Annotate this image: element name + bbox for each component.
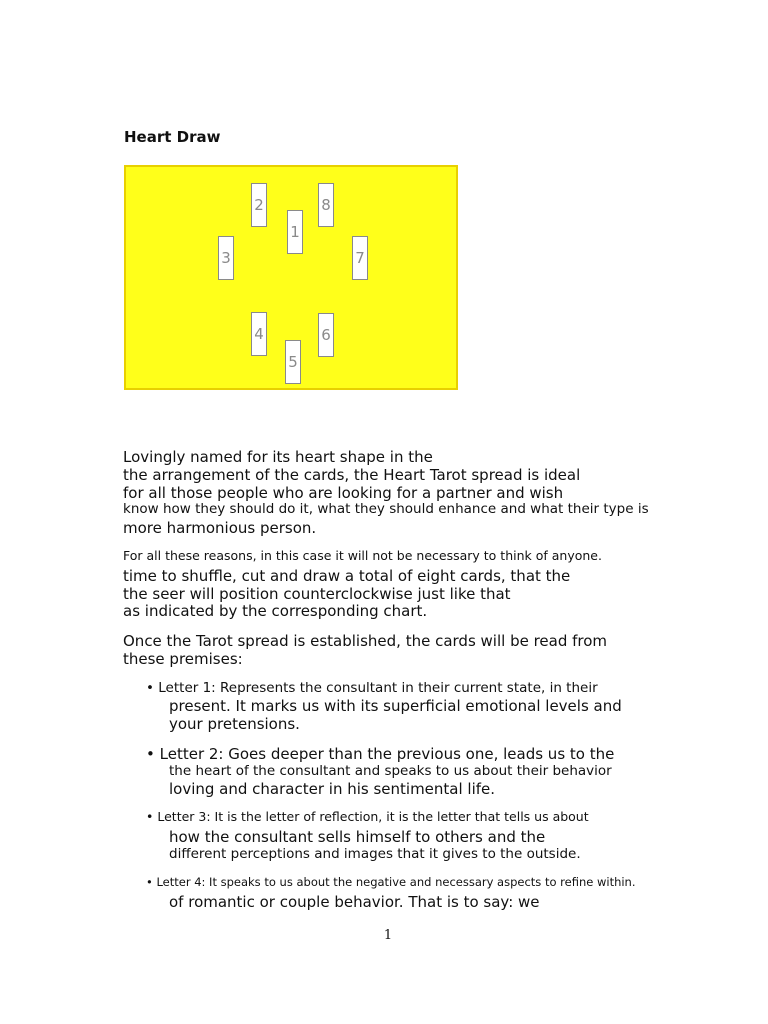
list-item-continuation: of romantic or couple behavior. That is to say: we: [169, 893, 540, 911]
tarot-card-4: 4: [251, 312, 267, 356]
list-item: [146, 809, 589, 824]
list-item-text: Letter 3: It is the letter of reflection, it is the letter that tells us about: [157, 809, 589, 824]
tarot-card-5: 5: [285, 340, 301, 384]
tarot-card-8: 8: [318, 183, 334, 227]
para3-line: these premises:: [123, 650, 243, 668]
para2-line: time to shuffle, cut and draw a total of eight cards, that the: [123, 567, 571, 585]
para3-line: Once the Tarot spread is established, the cards will be read from: [123, 632, 608, 650]
list-item: [146, 745, 614, 763]
intro-line: Lovingly named for its heart shape in the: [123, 448, 433, 466]
list-item-text: Letter 1: Represents the consultant in their current state, in their: [158, 680, 598, 696]
list-item-continuation: the heart of the consultant and speaks to us about their behavior: [169, 763, 612, 779]
list-item: [146, 680, 598, 696]
list-item-continuation: how the consultant sells himself to others and the: [169, 828, 546, 846]
intro-line: know how they should do it, what they should enhance and what their type is: [123, 501, 649, 517]
list-item-text: Letter 2: Goes deeper than the previous one, leads us to the: [159, 745, 615, 763]
list-item-continuation: loving and character in his sentimental life.: [169, 780, 496, 798]
bullet-marker: •: [146, 809, 154, 824]
list-item-text: Letter 4: It speaks to us about the negative and necessary aspects to refine within.: [156, 875, 636, 889]
bullet-marker: •: [146, 680, 154, 696]
heart-spread-diagram: [124, 165, 458, 390]
intro-line: the arrangement of the cards, the Heart Tarot spread is ideal: [123, 466, 581, 484]
tarot-card-6: 6: [318, 313, 334, 357]
tarot-card-3: 3: [218, 236, 234, 280]
tarot-card-2: 2: [251, 183, 267, 227]
para2-line: the seer will position counterclockwise just like that: [123, 585, 511, 603]
intro-line: for all those people who are looking for a partner and wish: [123, 484, 564, 502]
page-number: 1: [383, 928, 393, 943]
para2-line: as indicated by the corresponding chart.: [123, 602, 428, 620]
bullet-marker: •: [146, 745, 155, 763]
tarot-card-7: 7: [352, 236, 368, 280]
tarot-card-1: 1: [287, 210, 303, 254]
list-item: [146, 875, 636, 889]
page-title: Heart Draw: [124, 128, 221, 146]
bullet-marker: •: [146, 875, 153, 889]
para2-line: For all these reasons, in this case it will not be necessary to think of anyone.: [123, 548, 602, 563]
list-item-continuation: different perceptions and images that it gives to the outside.: [169, 846, 581, 862]
intro-line: more harmonious person.: [123, 519, 317, 537]
list-item-continuation: your pretensions.: [169, 715, 300, 733]
list-item-continuation: present. It marks us with its superficial emotional levels and: [169, 697, 622, 715]
